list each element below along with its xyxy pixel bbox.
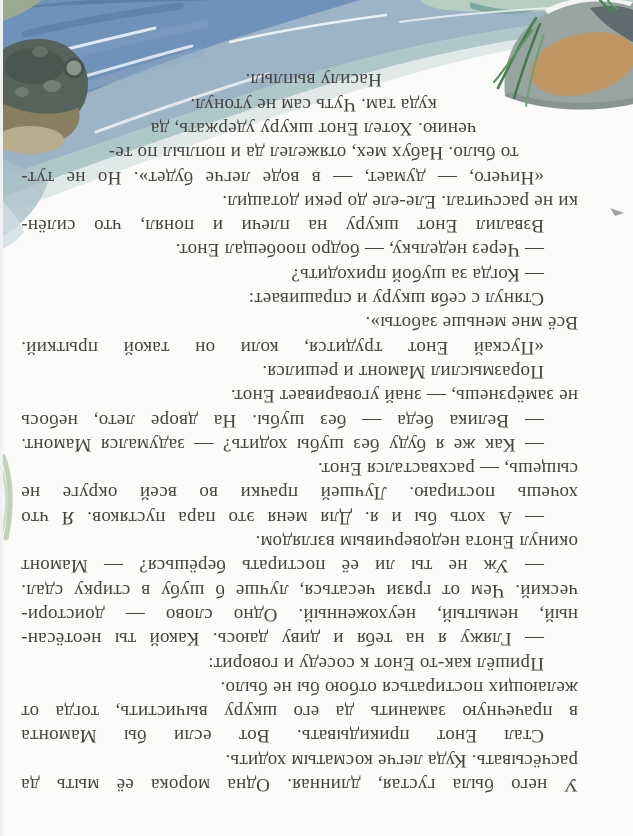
text-line: желающих постираться отбою бы не было. <box>220 676 578 698</box>
story-text-block <box>21 40 578 796</box>
text-line: — Как же я буду без шубы ходить? — задумался Мамонт. <box>21 433 544 455</box>
text-line: ческий. Чем от грязи чесаться, лучше б шубу в стирку сдал. <box>21 579 578 601</box>
text-line: Стал Енот прикидывать. Вот если бы Мамонта <box>21 725 544 747</box>
text-line: хочешь постираю. Лучшей прачки во всей округе не <box>21 482 578 504</box>
text-line: — Гляжу я на тебя и диву даюсь. Какой ты неотёсан- <box>21 628 544 650</box>
text-line: куда там. Чуть сам не утонул. <box>190 93 437 115</box>
text-line: — А хоть бы и я. Для меня это пара пустяков. Я что <box>21 506 544 528</box>
text-line: — Когда за шубой приходить? <box>291 263 544 285</box>
text-line: Стянул с себя шкуру и спрашивает: <box>248 288 544 310</box>
text-line: чению. Хотел Енот шкуру удержать, да <box>150 117 477 139</box>
text-line: «Пускай Енот трудится, коли он такой прыткий. <box>21 336 544 358</box>
text-line: Всё мне меньше заботы». <box>365 312 578 334</box>
text-line: У него была густая, длинная. Одна морока её мыть да <box>21 774 578 795</box>
text-line: Пришёл как-то Енот к соседу и говорит: <box>208 652 544 674</box>
text-line: не замёрзнешь, — знай уговаривает Енот. <box>230 385 578 407</box>
text-line: ный, немытый, неухоженный. Одно слово — доистори- <box>21 603 578 625</box>
text-line: в прачечную заманить да его шкуру вычистить, тогда от <box>21 701 578 723</box>
text-line: то было. Набух мех, отяжелел да и поплыл по те- <box>108 142 519 164</box>
text-line: окинул Енота недоверчивым взглядом. <box>255 531 578 553</box>
scan-edge <box>0 0 3 836</box>
text-line: — Велика беда — без шубы. На дворе лето, небось <box>21 409 544 431</box>
text-line: — Уж не ты ли её постирать берёшься? — Мамонт <box>21 555 544 577</box>
text-line: сыщешь, — расхвастался Енот. <box>317 458 578 480</box>
text-line: расчёсывать. Куда легче косматым ходить. <box>225 749 578 771</box>
scan-speck <box>608 205 628 219</box>
text-line: «Ничего, — думает, — в воде легче будет». Но не тут- <box>21 166 544 188</box>
text-line: Поразмыслил Мамонт и решился. <box>262 360 544 382</box>
text-line: — Через недельку, — бодро пообещал Енот. <box>175 239 544 261</box>
text-line: Насилу выплыл. <box>245 69 382 91</box>
text-line: ки не рассчитал. Еле-еле до реки дотащил. <box>222 190 578 212</box>
text-line: Взвалил Енот шкуру на плечи и понял, что силён- <box>21 215 544 237</box>
